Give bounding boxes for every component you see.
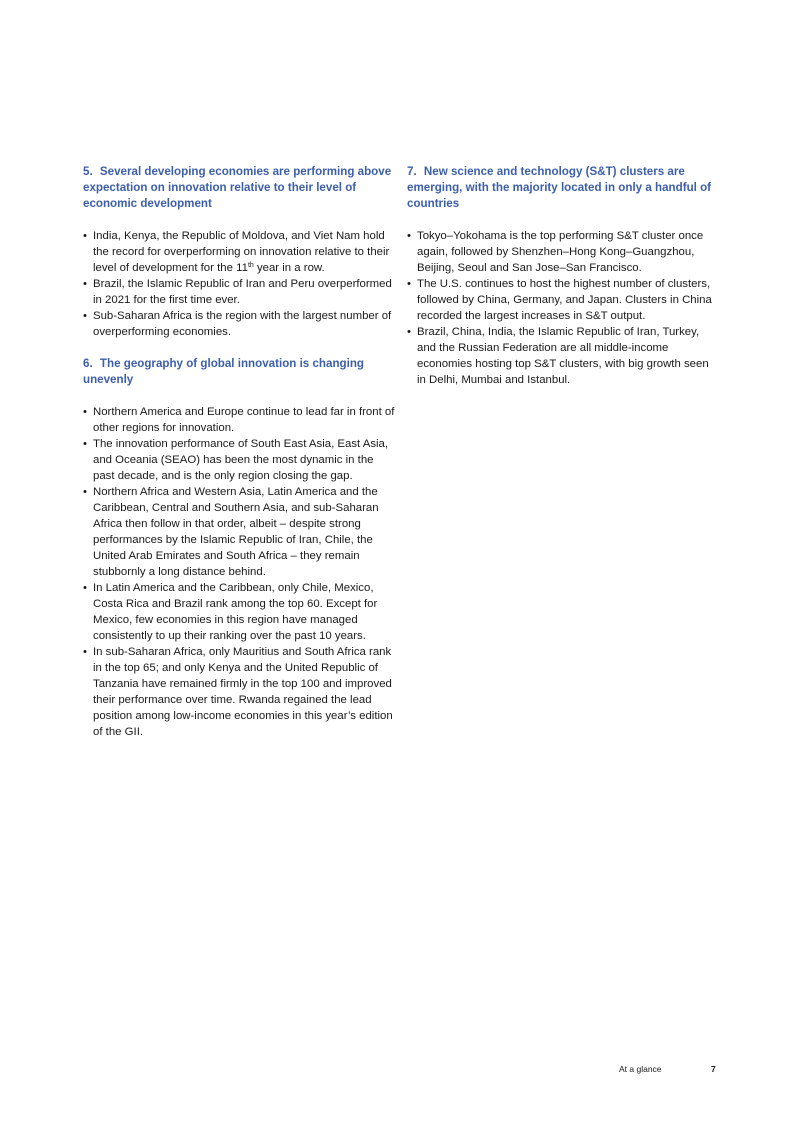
footer-section-label: At a glance	[619, 1064, 662, 1074]
bullet-item: • In sub-Saharan Africa, only Mauritius and South Africa rank in the top 65; and only Kenya and the United Republic of Tanzania have remained firmly in the top 100 and improved their performance over time. Rwanda regained the lead position among low-income economies in this year’s edition of the GII.	[83, 644, 395, 740]
bullet-item: • Brazil, China, India, the Islamic Republic of Iran, Turkey, and the Russian Federation are all middle-income economies hosting top S&T clusters, with big growth seen in Delhi, Mumbai and Istanbul.	[407, 324, 712, 388]
section-5-bullet-list	[83, 228, 395, 340]
bullet-item: • The innovation performance of South East Asia, East Asia, and Oceania (SEAO) has been the most dynamic in the past decade, and is the only region closing the gap.	[83, 436, 395, 484]
bullet-item: • Brazil, the Islamic Republic of Iran and Peru overperformed in 2021 for the first time ever.	[83, 276, 395, 308]
section-7-title: New science and technology (S&T) clusters are emerging, with the majority located in only a handful of countries	[407, 165, 712, 210]
bullet-item: • Sub-Saharan Africa is the region with the largest number of overperforming economies.	[83, 308, 395, 340]
right-column	[407, 164, 712, 404]
section-6-bullet-list	[83, 404, 395, 740]
bullet-item: • Tokyo–Yokohama is the top performing S&T cluster once again, followed by Shenzhen–Hong Kong–Guangzhou, Beijing, Seoul and San Jose–San Francisco.	[407, 228, 712, 276]
section-6-heading	[83, 356, 395, 388]
section-5-number: 5.	[83, 165, 93, 178]
section-7-number: 7.	[407, 165, 417, 178]
bullet-item: • Northern Africa and Western Asia, Latin America and the Caribbean, Central and Southern Asia, and sub-Saharan Africa then follow in that order, albeit – despite strong performances by the Islamic Republic of Iran, Chile, the United Arab Emirates and South Africa – they remain stubbornly a long distance behind.	[83, 484, 395, 580]
bullet-item: • In Latin America and the Caribbean, only Chile, Mexico, Costa Rica and Brazil rank among the top 60. Except for Mexico, few economies in this region have managed consistently to up their ranking over the past 10 years.	[83, 580, 395, 644]
section-6-title: The geography of global innovation is changing unevenly	[83, 357, 364, 386]
left-column	[83, 164, 395, 756]
bullet-item: • Northern America and Europe continue to lead far in front of other regions for innovation.	[83, 404, 395, 436]
bullet-item: • India, Kenya, the Republic of Moldova, and Viet Nam hold the record for overperforming on innovation relative to their level of development for the 11th year in a row.	[83, 228, 395, 276]
bullet-item: • The U.S. continues to host the highest number of clusters, followed by China, Germany, and Japan. Clusters in China recorded the largest increases in S&T output.	[407, 276, 712, 324]
section-5-title: Several developing economies are performing above expectation on innovation relative to their level of economic development	[83, 165, 392, 210]
section-7-heading	[407, 164, 712, 212]
section-6-number: 6.	[83, 357, 93, 370]
section-5-heading	[83, 164, 395, 212]
page-number: 7	[711, 1064, 716, 1074]
section-7-bullet-list	[407, 228, 712, 388]
